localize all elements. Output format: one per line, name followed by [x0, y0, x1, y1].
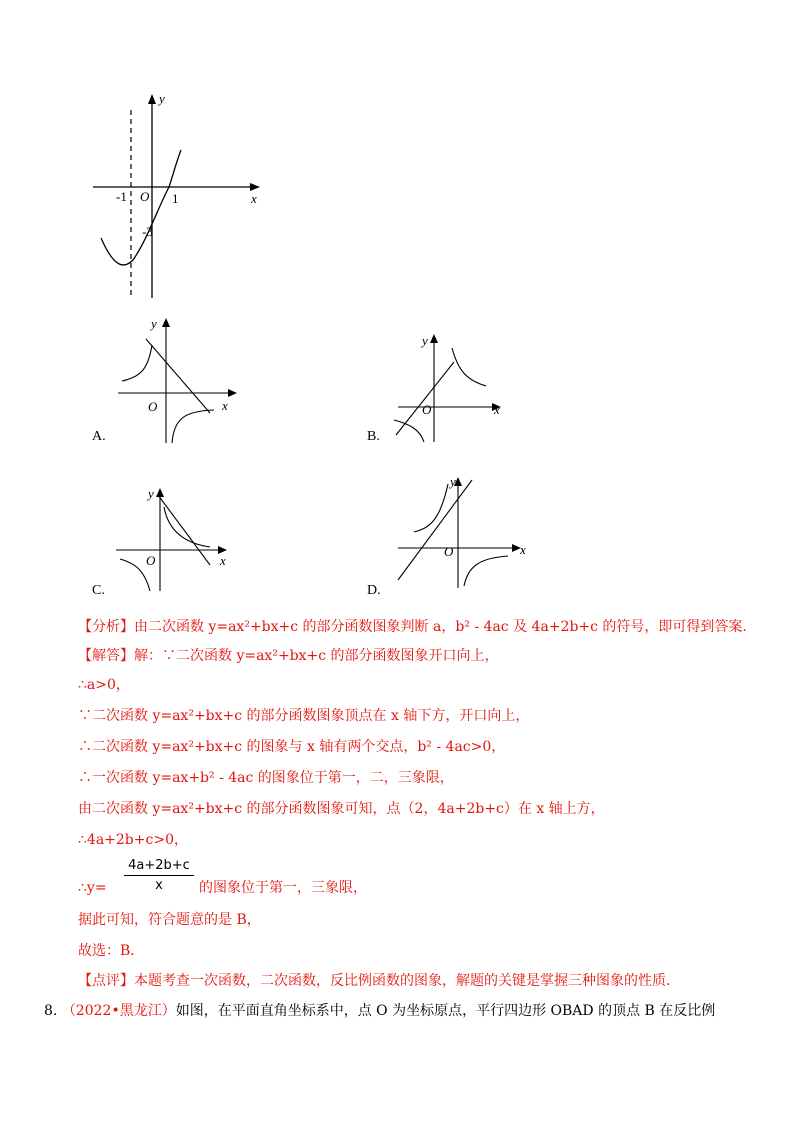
solution-line-5: 由二次函数 y=ax²+bx+c 的部分函数图象可知，点（2，4a+2b+c）在 x 轴上方，	[78, 801, 605, 817]
answer-line	[78, 646, 499, 666]
opt-d-y-label: y	[450, 474, 456, 489]
question-8	[44, 1000, 715, 1020]
solution-line-7-pre: ∴y=	[78, 880, 107, 896]
comment-tag: 【点评】	[78, 973, 134, 989]
fraction-numerator: 4a+2b+c	[124, 858, 194, 876]
opt-a-x-label: x	[222, 398, 228, 413]
question-number: 8.	[44, 1003, 58, 1019]
solution-line-9: 故选：B．	[78, 943, 145, 959]
main-neg1-label: -1	[116, 189, 127, 204]
question-source: （2022•黑龙江）	[61, 1003, 176, 1019]
fraction-denominator: x	[155, 878, 163, 893]
solution-line-7-post: 的图象位于第一，三象限，	[199, 880, 367, 896]
opt-b-origin-label: O	[422, 402, 432, 417]
opt-d-origin-label: O	[444, 544, 454, 559]
main-neg3-label: -3	[142, 224, 153, 239]
main-x-label: x	[251, 191, 257, 206]
option-a-graph	[110, 315, 240, 445]
answer-text: 解：∵二次函数 y=ax²+bx+c 的部分函数图象开口向上，	[134, 648, 499, 664]
main-graph	[85, 90, 275, 305]
opt-c-origin-label: O	[146, 553, 156, 568]
fraction	[124, 858, 194, 893]
opt-b-x-label: x	[494, 402, 500, 417]
option-b-label: B.	[367, 429, 380, 444]
solution-line-2: ∵二次函数 y=ax²+bx+c 的部分函数图象顶点在 x 轴下方，开口向上，	[78, 708, 530, 724]
answer-tag: 【解答】	[78, 648, 134, 664]
main-one-label: 1	[172, 191, 179, 206]
comment-line	[78, 971, 680, 991]
analysis-text: 由二次函数 y=ax²+bx+c 的部分函数图象判断 a，b² - 4ac 及 4a+2b+c 的符号，即可得到答案.	[134, 619, 747, 635]
solution-line-3: ∴二次函数 y=ax²+bx+c 的图象与 x 轴有两个交点，b² - 4ac>0，	[78, 739, 506, 755]
solution-line-6: ∴4a+2b+c>0，	[78, 832, 188, 848]
option-b-graph	[390, 330, 510, 445]
option-a-label: A.	[92, 429, 106, 444]
solution-line-8: 据此可知，符合题意的是 B，	[78, 912, 261, 928]
main-origin-label: O	[140, 189, 150, 204]
analysis-tag: 【分析】	[78, 619, 134, 635]
option-c-graph	[112, 483, 237, 593]
option-d-label: D.	[367, 583, 381, 598]
opt-c-y-label: y	[148, 486, 154, 501]
analysis-line	[78, 617, 747, 637]
option-c-label: C.	[92, 583, 105, 598]
opt-a-y-label: y	[151, 316, 157, 331]
solution-line-4: ∴一次函数 y=ax+b² - 4ac 的图象位于第一，二，三象限，	[78, 770, 454, 786]
solution-line-1: ∴a>0，	[78, 677, 130, 693]
opt-a-origin-label: O	[148, 399, 158, 414]
opt-b-y-label: y	[422, 333, 428, 348]
opt-d-x-label: x	[520, 542, 526, 557]
opt-c-x-label: x	[220, 553, 226, 568]
question-text: 如图，在平面直角坐标系中，点 O 为坐标原点，平行四边形 OBAD 的顶点 B 在反比例	[175, 1003, 716, 1019]
option-d-graph	[390, 470, 530, 590]
main-y-label: y	[159, 91, 165, 106]
comment-text: 本题考查一次函数，二次函数，反比例函数的图象，解题的关键是掌握三种图象的性质．	[134, 973, 680, 989]
